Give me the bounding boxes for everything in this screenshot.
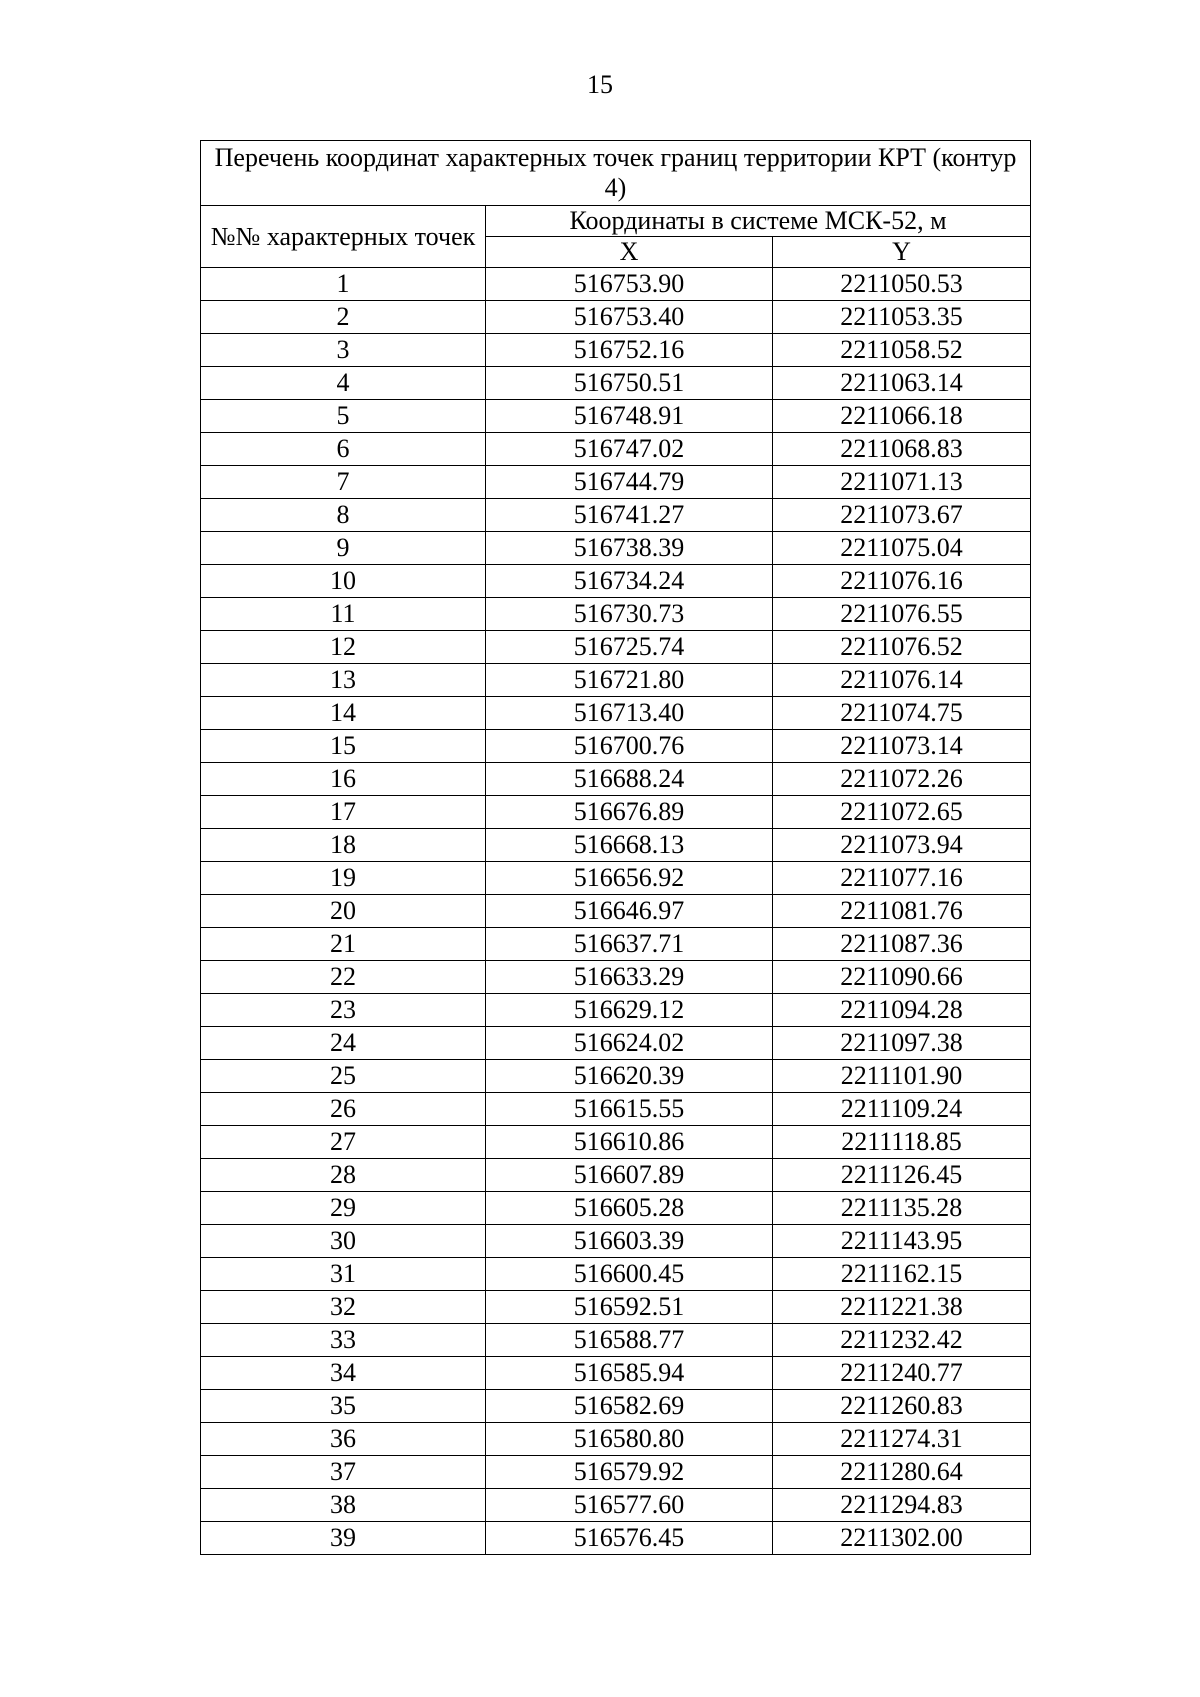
table-row [201,862,1031,895]
point-number-cell: 4 [201,367,486,400]
y-coordinate-cell: 2211302.00 [773,1522,1031,1555]
table-row [201,730,1031,763]
coordinate-system-header: Координаты в системе МСК-52, м [486,206,1031,237]
x-coordinate-cell: 516605.28 [486,1192,773,1225]
point-number-cell: 19 [201,862,486,895]
table-row [201,763,1031,796]
y-coordinate-cell: 2211058.52 [773,334,1031,367]
point-number-cell: 29 [201,1192,486,1225]
point-number-cell: 28 [201,1159,486,1192]
y-coordinate-cell: 2211162.15 [773,1258,1031,1291]
point-number-cell: 31 [201,1258,486,1291]
x-coordinate-cell: 516700.76 [486,730,773,763]
x-coordinate-cell: 516610.86 [486,1126,773,1159]
table-row [201,1159,1031,1192]
point-number-cell: 27 [201,1126,486,1159]
y-coordinate-cell: 2211075.04 [773,532,1031,565]
point-number-cell: 20 [201,895,486,928]
table-row [201,334,1031,367]
table-row [201,1489,1031,1522]
table-row [201,1390,1031,1423]
y-coordinate-cell: 2211066.18 [773,400,1031,433]
coordinates-table [200,140,1031,1555]
point-number-cell: 17 [201,796,486,829]
y-coordinate-cell: 2211294.83 [773,1489,1031,1522]
table-row [201,796,1031,829]
x-coordinate-cell: 516607.89 [486,1159,773,1192]
y-coordinate-cell: 2211280.64 [773,1456,1031,1489]
table-row [201,433,1031,466]
y-coordinate-cell: 2211063.14 [773,367,1031,400]
table-row [201,1423,1031,1456]
table-row [201,1093,1031,1126]
point-number-cell: 7 [201,466,486,499]
y-coordinate-cell: 2211076.55 [773,598,1031,631]
x-coordinate-cell: 516576.45 [486,1522,773,1555]
point-number-cell: 8 [201,499,486,532]
y-coordinate-cell: 2211143.95 [773,1225,1031,1258]
x-coordinate-cell: 516741.27 [486,499,773,532]
y-coordinate-cell: 2211076.52 [773,631,1031,664]
point-number-cell: 21 [201,928,486,961]
table-row [201,1522,1031,1555]
table-row [201,499,1031,532]
x-coordinate-cell: 516620.39 [486,1060,773,1093]
x-coordinate-cell: 516730.73 [486,598,773,631]
point-number-cell: 14 [201,697,486,730]
point-number-cell: 33 [201,1324,486,1357]
y-coordinate-cell: 2211073.67 [773,499,1031,532]
table-row [201,367,1031,400]
table-row [201,1258,1031,1291]
y-coordinate-cell: 2211072.65 [773,796,1031,829]
point-number-cell: 15 [201,730,486,763]
table-row [201,1225,1031,1258]
y-coordinate-cell: 2211260.83 [773,1390,1031,1423]
point-number-cell: 34 [201,1357,486,1390]
x-coordinate-cell: 516747.02 [486,433,773,466]
y-coordinate-cell: 2211232.42 [773,1324,1031,1357]
x-coordinate-cell: 516577.60 [486,1489,773,1522]
y-coordinate-cell: 2211073.14 [773,730,1031,763]
x-coordinate-cell: 516734.24 [486,565,773,598]
table-row [201,1357,1031,1390]
table-row [201,994,1031,1027]
table-body [201,268,1031,1555]
table-row [201,895,1031,928]
x-coordinate-cell: 516656.92 [486,862,773,895]
y-coordinate-cell: 2211077.16 [773,862,1031,895]
x-column-header: X [486,237,773,268]
x-coordinate-cell: 516633.29 [486,961,773,994]
y-coordinate-cell: 2211050.53 [773,268,1031,301]
table-row [201,1324,1031,1357]
point-number-cell: 26 [201,1093,486,1126]
y-coordinate-cell: 2211221.38 [773,1291,1031,1324]
y-coordinate-cell: 2211068.83 [773,433,1031,466]
y-coordinate-cell: 2211274.31 [773,1423,1031,1456]
x-coordinate-cell: 516668.13 [486,829,773,862]
point-number-cell: 30 [201,1225,486,1258]
table-row [201,400,1031,433]
table-row [201,466,1031,499]
table-row [201,961,1031,994]
y-coordinate-cell: 2211081.76 [773,895,1031,928]
point-number-cell: 37 [201,1456,486,1489]
x-coordinate-cell: 516753.40 [486,301,773,334]
y-coordinate-cell: 2211087.36 [773,928,1031,961]
point-number-cell: 6 [201,433,486,466]
table-row [201,268,1031,301]
y-coordinate-cell: 2211076.16 [773,565,1031,598]
table-row [201,928,1031,961]
x-coordinate-cell: 516637.71 [486,928,773,961]
y-coordinate-cell: 2211073.94 [773,829,1031,862]
x-coordinate-cell: 516750.51 [486,367,773,400]
y-coordinate-cell: 2211135.28 [773,1192,1031,1225]
table-row [201,565,1031,598]
x-coordinate-cell: 516592.51 [486,1291,773,1324]
y-coordinate-cell: 2211090.66 [773,961,1031,994]
table-row [201,1192,1031,1225]
point-number-header: №№ характерных точек [201,206,486,268]
x-coordinate-cell: 516580.80 [486,1423,773,1456]
x-coordinate-cell: 516588.77 [486,1324,773,1357]
point-number-cell: 2 [201,301,486,334]
y-coordinate-cell: 2211101.90 [773,1060,1031,1093]
x-coordinate-cell: 516688.24 [486,763,773,796]
x-coordinate-cell: 516624.02 [486,1027,773,1060]
table-row [201,631,1031,664]
x-coordinate-cell: 516744.79 [486,466,773,499]
point-number-cell: 13 [201,664,486,697]
table-row [201,697,1031,730]
point-number-cell: 5 [201,400,486,433]
x-coordinate-cell: 516582.69 [486,1390,773,1423]
y-coordinate-cell: 2211094.28 [773,994,1031,1027]
point-number-cell: 22 [201,961,486,994]
y-column-header: Y [773,237,1031,268]
x-coordinate-cell: 516585.94 [486,1357,773,1390]
table-row [201,1027,1031,1060]
x-coordinate-cell: 516600.45 [486,1258,773,1291]
point-number-cell: 39 [201,1522,486,1555]
x-coordinate-cell: 516725.74 [486,631,773,664]
point-number-cell: 32 [201,1291,486,1324]
point-number-cell: 36 [201,1423,486,1456]
table-row [201,532,1031,565]
y-coordinate-cell: 2211076.14 [773,664,1031,697]
point-number-cell: 18 [201,829,486,862]
point-number-cell: 9 [201,532,486,565]
table-caption: Перечень координат характерных точек границ территории КРТ (контур 4) [201,141,1031,206]
point-number-cell: 16 [201,763,486,796]
y-coordinate-cell: 2211053.35 [773,301,1031,334]
x-coordinate-cell: 516721.80 [486,664,773,697]
table-row [201,829,1031,862]
point-number-cell: 25 [201,1060,486,1093]
x-coordinate-cell: 516738.39 [486,532,773,565]
y-coordinate-cell: 2211097.38 [773,1027,1031,1060]
table-row [201,1291,1031,1324]
point-number-cell: 12 [201,631,486,664]
y-coordinate-cell: 2211072.26 [773,763,1031,796]
x-coordinate-cell: 516676.89 [486,796,773,829]
point-number-cell: 10 [201,565,486,598]
y-coordinate-cell: 2211074.75 [773,697,1031,730]
y-coordinate-cell: 2211240.77 [773,1357,1031,1390]
table-row [201,1126,1031,1159]
point-number-cell: 38 [201,1489,486,1522]
table-row [201,664,1031,697]
table-row [201,301,1031,334]
x-coordinate-cell: 516753.90 [486,268,773,301]
x-coordinate-cell: 516629.12 [486,994,773,1027]
x-coordinate-cell: 516603.39 [486,1225,773,1258]
point-number-cell: 23 [201,994,486,1027]
point-number-cell: 1 [201,268,486,301]
x-coordinate-cell: 516579.92 [486,1456,773,1489]
x-coordinate-cell: 516713.40 [486,697,773,730]
y-coordinate-cell: 2211071.13 [773,466,1031,499]
point-number-cell: 3 [201,334,486,367]
table-row [201,1456,1031,1489]
point-number-cell: 35 [201,1390,486,1423]
x-coordinate-cell: 516615.55 [486,1093,773,1126]
page-number: 15 [587,70,613,99]
point-number-cell: 11 [201,598,486,631]
point-number-cell: 24 [201,1027,486,1060]
x-coordinate-cell: 516752.16 [486,334,773,367]
x-coordinate-cell: 516646.97 [486,895,773,928]
table-row [201,1060,1031,1093]
x-coordinate-cell: 516748.91 [486,400,773,433]
table-row [201,598,1031,631]
y-coordinate-cell: 2211126.45 [773,1159,1031,1192]
y-coordinate-cell: 2211109.24 [773,1093,1031,1126]
y-coordinate-cell: 2211118.85 [773,1126,1031,1159]
